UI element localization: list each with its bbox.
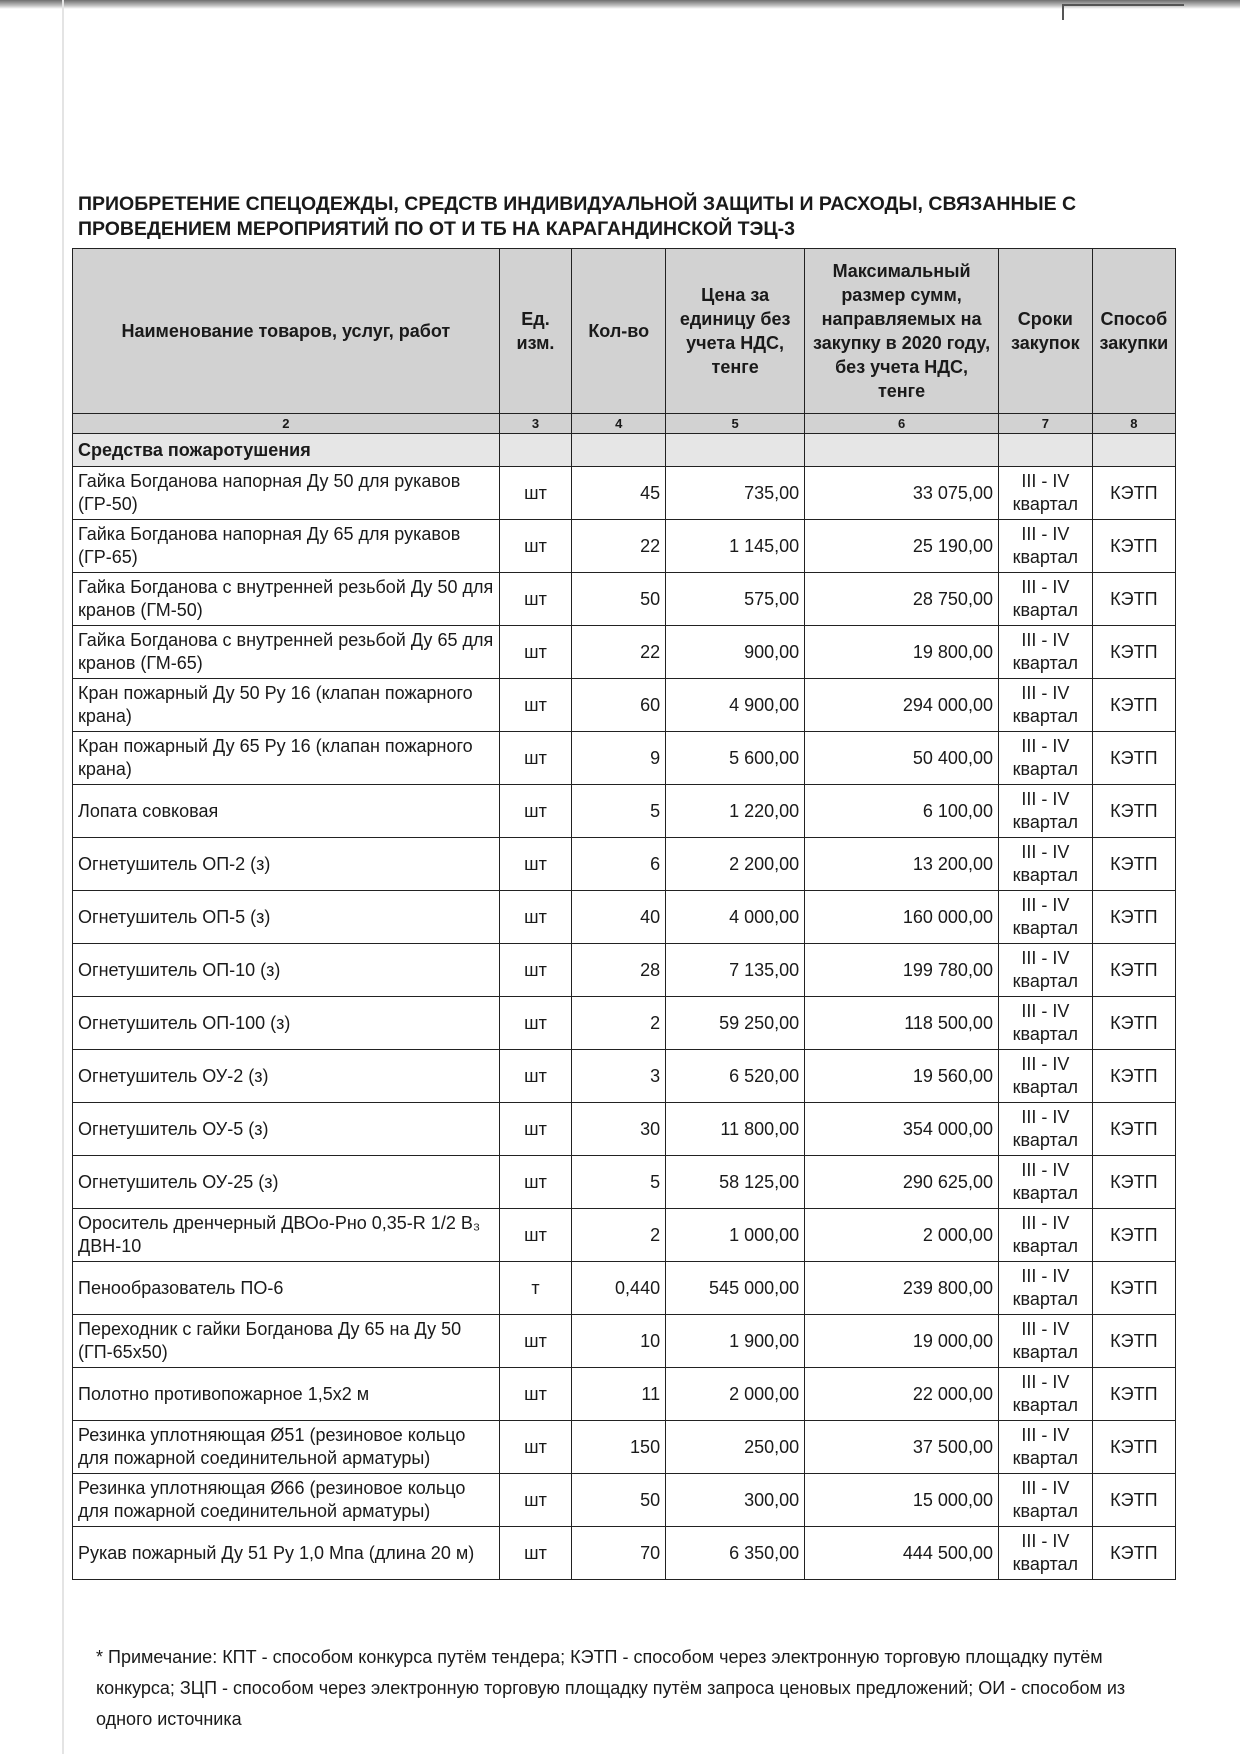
table-row — [73, 1050, 1176, 1103]
item-name: Огнетушитель ОП-5 (з) — [73, 891, 500, 944]
document-title: ПРИОБРЕТЕНИЕ СПЕЦОДЕЖДЫ, СРЕДСТВ ИНДИВИДУАЛЬНОЙ ЗАЩИТЫ И РАСХОДЫ, СВЯЗАННЫЕ С ПРОВЕДЕНИЕМ МЕРОПРИЯТИЙ ПО ОТ И ТБ НА КАРАГАНДИНСКОЙ ТЭЦ-3 — [78, 193, 1077, 240]
item-price: 5 600,00 — [666, 732, 805, 785]
item-sum: 19 000,00 — [805, 1315, 999, 1368]
item-unit: шт — [499, 732, 572, 785]
item-unit: шт — [499, 1209, 572, 1262]
item-sum: 22 000,00 — [805, 1368, 999, 1421]
item-method: КЭТП — [1092, 1050, 1175, 1103]
item-sum: 239 800,00 — [805, 1262, 999, 1315]
item-unit: шт — [499, 573, 572, 626]
item-sum: 290 625,00 — [805, 1156, 999, 1209]
item-method: КЭТП — [1092, 944, 1175, 997]
item-qty: 60 — [572, 679, 666, 732]
item-unit: т — [499, 1262, 572, 1315]
table-row — [73, 1474, 1176, 1527]
header-row — [73, 249, 1176, 414]
col-header-price: Цена за единицу без учета НДС, тенге — [666, 249, 805, 414]
item-method: КЭТП — [1092, 785, 1175, 838]
scan-top-edge — [0, 0, 1240, 9]
item-term: III - IV квартал — [998, 467, 1092, 520]
item-name: Полотно противопожарное 1,5х2 м — [73, 1368, 500, 1421]
item-method: КЭТП — [1092, 1262, 1175, 1315]
item-term: III - IV квартал — [998, 785, 1092, 838]
item-name: Огнетушитель ОУ-25 (з) — [73, 1156, 500, 1209]
item-method: КЭТП — [1092, 732, 1175, 785]
item-sum: 13 200,00 — [805, 838, 999, 891]
item-sum: 19 560,00 — [805, 1050, 999, 1103]
item-unit: шт — [499, 1368, 572, 1421]
table-row — [73, 520, 1176, 573]
item-sum: 28 750,00 — [805, 573, 999, 626]
item-name: Кран пожарный Ду 50 Ру 16 (клапан пожарного крана) — [73, 679, 500, 732]
item-method: КЭТП — [1092, 1421, 1175, 1474]
column-number: 2 — [73, 414, 500, 434]
item-term: III - IV квартал — [998, 997, 1092, 1050]
table-row — [73, 944, 1176, 997]
table-row — [73, 1103, 1176, 1156]
table-row — [73, 732, 1176, 785]
table-row — [73, 1527, 1176, 1580]
col-header-qty: Кол-во — [572, 249, 666, 414]
item-term: III - IV квартал — [998, 1368, 1092, 1421]
table-row — [73, 679, 1176, 732]
item-method: КЭТП — [1092, 467, 1175, 520]
item-qty: 30 — [572, 1103, 666, 1156]
item-unit: шт — [499, 944, 572, 997]
item-unit: шт — [499, 1474, 572, 1527]
item-method: КЭТП — [1092, 997, 1175, 1050]
item-price: 11 800,00 — [666, 1103, 805, 1156]
item-price: 575,00 — [666, 573, 805, 626]
item-method: КЭТП — [1092, 838, 1175, 891]
column-number-row — [73, 414, 1176, 434]
item-method: КЭТП — [1092, 1368, 1175, 1421]
col-header-unit: Ед. изм. — [499, 249, 572, 414]
item-price: 1 000,00 — [666, 1209, 805, 1262]
item-qty: 2 — [572, 997, 666, 1050]
item-name: Резинка уплотняющая Ø66 (резиновое кольцо для пожарной соединительной арматуры) — [73, 1474, 500, 1527]
column-number: 3 — [499, 414, 572, 434]
item-qty: 70 — [572, 1527, 666, 1580]
item-sum: 444 500,00 — [805, 1527, 999, 1580]
item-term: III - IV квартал — [998, 520, 1092, 573]
item-term: III - IV квартал — [998, 1103, 1092, 1156]
item-term: III - IV квартал — [998, 891, 1092, 944]
item-qty: 9 — [572, 732, 666, 785]
footnote: * Примечание: КПТ - способом конкурса путём тендера; КЭТП - способом через электронную торговую площадку путём конкурса; ЗЦП - способом через электронную торговую площадку путём запроса ценовых предложений; ОИ - способом из одного источника — [96, 1647, 1126, 1729]
item-qty: 50 — [572, 1474, 666, 1527]
item-price: 4 000,00 — [666, 891, 805, 944]
item-name: Огнетушитель ОП-100 (з) — [73, 997, 500, 1050]
item-price: 6 350,00 — [666, 1527, 805, 1580]
col-header-name: Наименование товаров, услуг, работ — [73, 249, 500, 414]
table-row — [73, 838, 1176, 891]
item-term: III - IV квартал — [998, 1262, 1092, 1315]
item-term: III - IV квартал — [998, 1421, 1092, 1474]
item-name: Рукав пожарный Ду 51 Ру 1,0 Мпа (длина 20 м) — [73, 1527, 500, 1580]
item-qty: 2 — [572, 1209, 666, 1262]
item-unit: шт — [499, 679, 572, 732]
item-method: КЭТП — [1092, 1209, 1175, 1262]
item-name: Пенообразователь ПО-6 — [73, 1262, 500, 1315]
item-price: 1 145,00 — [666, 520, 805, 573]
item-unit: шт — [499, 1527, 572, 1580]
section-row — [73, 434, 1176, 467]
table-row — [73, 1209, 1176, 1262]
table-row — [73, 891, 1176, 944]
item-qty: 5 — [572, 1156, 666, 1209]
col-header-sum: Максимальный размер сумм, направляемых на закупку в 2020 году, без учета НДС, тенге — [805, 249, 999, 414]
column-number: 6 — [805, 414, 999, 434]
item-term: III - IV квартал — [998, 838, 1092, 891]
item-unit: шт — [499, 997, 572, 1050]
item-price: 58 125,00 — [666, 1156, 805, 1209]
item-unit: шт — [499, 626, 572, 679]
item-unit: шт — [499, 467, 572, 520]
item-name: Гайка Богданова напорная Ду 65 для рукавов (ГР-65) — [73, 520, 500, 573]
item-method: КЭТП — [1092, 679, 1175, 732]
scan-corner-mark — [1062, 4, 1184, 20]
item-price: 735,00 — [666, 467, 805, 520]
item-sum: 37 500,00 — [805, 1421, 999, 1474]
item-sum: 15 000,00 — [805, 1474, 999, 1527]
item-price: 545 000,00 — [666, 1262, 805, 1315]
item-unit: шт — [499, 891, 572, 944]
item-name: Огнетушитель ОП-2 (з) — [73, 838, 500, 891]
table-row — [73, 997, 1176, 1050]
item-qty: 50 — [572, 573, 666, 626]
item-qty: 28 — [572, 944, 666, 997]
item-term: III - IV квартал — [998, 1474, 1092, 1527]
item-qty: 22 — [572, 626, 666, 679]
item-method: КЭТП — [1092, 1103, 1175, 1156]
col-header-term: Сроки закупок — [998, 249, 1092, 414]
item-name: Огнетушитель ОУ-2 (з) — [73, 1050, 500, 1103]
item-method: КЭТП — [1092, 1156, 1175, 1209]
item-unit: шт — [499, 1315, 572, 1368]
item-sum: 33 075,00 — [805, 467, 999, 520]
item-method: КЭТП — [1092, 520, 1175, 573]
col-header-method: Способ закупки — [1092, 249, 1175, 414]
item-qty: 0,440 — [572, 1262, 666, 1315]
item-price: 900,00 — [666, 626, 805, 679]
item-qty: 150 — [572, 1421, 666, 1474]
item-sum: 19 800,00 — [805, 626, 999, 679]
item-unit: шт — [499, 1156, 572, 1209]
item-sum: 50 400,00 — [805, 732, 999, 785]
item-method: КЭТП — [1092, 1315, 1175, 1368]
item-price: 2 000,00 — [666, 1368, 805, 1421]
item-term: III - IV квартал — [998, 1315, 1092, 1368]
column-number: 7 — [998, 414, 1092, 434]
item-name: Переходник с гайки Богданова Ду 65 на Ду 50 (ГП-65х50) — [73, 1315, 500, 1368]
item-term: III - IV квартал — [998, 732, 1092, 785]
item-name: Ороситель дренчерный ДВОо-Рно 0,35-R 1/2 В₃ ДВН-10 — [73, 1209, 500, 1262]
item-unit: шт — [499, 838, 572, 891]
item-method: КЭТП — [1092, 626, 1175, 679]
item-name: Огнетушитель ОУ-5 (з) — [73, 1103, 500, 1156]
table-row — [73, 1262, 1176, 1315]
table-row — [73, 1421, 1176, 1474]
procurement-table — [72, 248, 1176, 1580]
table-row — [73, 1156, 1176, 1209]
item-term: III - IV квартал — [998, 626, 1092, 679]
item-sum: 354 000,00 — [805, 1103, 999, 1156]
item-price: 300,00 — [666, 1474, 805, 1527]
item-unit: шт — [499, 785, 572, 838]
item-name: Гайка Богданова с внутренней резьбой Ду 65 для кранов (ГМ-65) — [73, 626, 500, 679]
item-term: III - IV квартал — [998, 1209, 1092, 1262]
item-method: КЭТП — [1092, 1474, 1175, 1527]
item-qty: 5 — [572, 785, 666, 838]
table-row — [73, 626, 1176, 679]
item-method: КЭТП — [1092, 1527, 1175, 1580]
item-unit: шт — [499, 520, 572, 573]
item-sum: 2 000,00 — [805, 1209, 999, 1262]
table-row — [73, 573, 1176, 626]
item-unit: шт — [499, 1421, 572, 1474]
table-row — [73, 1315, 1176, 1368]
table-row — [73, 785, 1176, 838]
item-name: Резинка уплотняющая Ø51 (резиновое кольцо для пожарной соединительной арматуры) — [73, 1421, 500, 1474]
item-price: 1 900,00 — [666, 1315, 805, 1368]
item-name: Гайка Богданова напорная Ду 50 для рукавов (ГР-50) — [73, 467, 500, 520]
item-name: Гайка Богданова с внутренней резьбой Ду 50 для кранов (ГМ-50) — [73, 573, 500, 626]
item-price: 2 200,00 — [666, 838, 805, 891]
item-qty: 40 — [572, 891, 666, 944]
column-number: 4 — [572, 414, 666, 434]
item-qty: 45 — [572, 467, 666, 520]
item-name: Огнетушитель ОП-10 (з) — [73, 944, 500, 997]
item-qty: 22 — [572, 520, 666, 573]
item-term: III - IV квартал — [998, 679, 1092, 732]
item-term: III - IV квартал — [998, 573, 1092, 626]
column-number: 8 — [1092, 414, 1175, 434]
item-price: 59 250,00 — [666, 997, 805, 1050]
table-row — [73, 1368, 1176, 1421]
item-price: 4 900,00 — [666, 679, 805, 732]
item-sum: 6 100,00 — [805, 785, 999, 838]
section-title: Средства пожаротушения — [73, 434, 500, 467]
item-price: 1 220,00 — [666, 785, 805, 838]
scan-left-edge — [62, 0, 64, 1754]
item-sum: 160 000,00 — [805, 891, 999, 944]
item-term: III - IV квартал — [998, 1050, 1092, 1103]
item-name: Кран пожарный Ду 65 Ру 16 (клапан пожарного крана) — [73, 732, 500, 785]
item-term: III - IV квартал — [998, 1527, 1092, 1580]
item-price: 250,00 — [666, 1421, 805, 1474]
item-sum: 25 190,00 — [805, 520, 999, 573]
item-term: III - IV квартал — [998, 1156, 1092, 1209]
item-unit: шт — [499, 1050, 572, 1103]
item-qty: 6 — [572, 838, 666, 891]
item-unit: шт — [499, 1103, 572, 1156]
item-term: III - IV квартал — [998, 944, 1092, 997]
item-price: 7 135,00 — [666, 944, 805, 997]
column-number: 5 — [666, 414, 805, 434]
item-method: КЭТП — [1092, 573, 1175, 626]
item-qty: 3 — [572, 1050, 666, 1103]
item-sum: 199 780,00 — [805, 944, 999, 997]
item-method: КЭТП — [1092, 891, 1175, 944]
item-qty: 11 — [572, 1368, 666, 1421]
item-sum: 294 000,00 — [805, 679, 999, 732]
item-price: 6 520,00 — [666, 1050, 805, 1103]
item-sum: 118 500,00 — [805, 997, 999, 1050]
table-row — [73, 467, 1176, 520]
item-qty: 10 — [572, 1315, 666, 1368]
item-name: Лопата совковая — [73, 785, 500, 838]
